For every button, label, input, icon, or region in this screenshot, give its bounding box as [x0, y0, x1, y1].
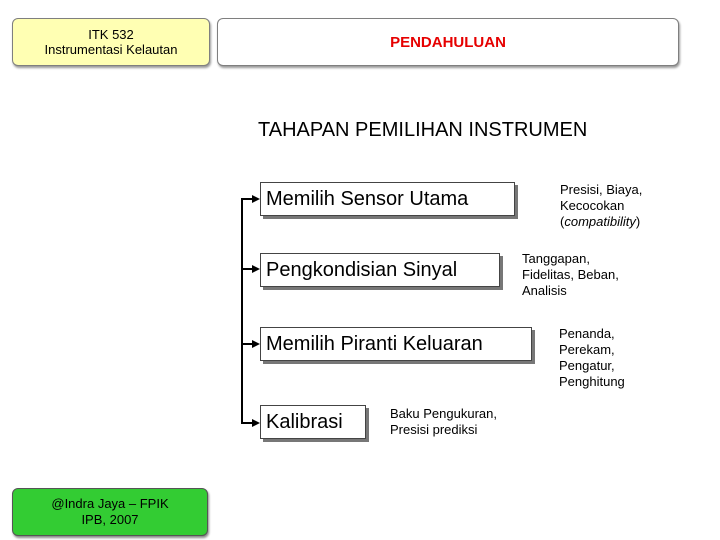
- credit-box: [12, 488, 208, 536]
- note-line: Fidelitas, Beban,: [522, 267, 619, 282]
- step-note-output: [559, 326, 625, 390]
- arrow-3-icon: [252, 340, 260, 348]
- step-box-sensor: [260, 182, 515, 216]
- note-line: Pengatur,: [559, 358, 615, 373]
- credit-line: @Indra Jaya – FPIK: [51, 496, 169, 511]
- step-box-output: [260, 327, 532, 361]
- note-line: Penanda,: [559, 326, 615, 341]
- arrow-1-icon: [252, 195, 260, 203]
- note-line: Tanggapan,: [522, 251, 590, 266]
- course-label-box: [12, 18, 210, 66]
- course-code: ITK 532: [88, 27, 134, 42]
- step-note-sensor: [560, 182, 642, 230]
- arrow-2-icon: [252, 265, 260, 273]
- note-line: Analisis: [522, 283, 567, 298]
- section-title-box: [217, 18, 679, 66]
- credit-line: IPB, 2007: [81, 512, 139, 527]
- note-line: Presisi, Biaya,: [560, 182, 643, 197]
- slide-title: TAHAPAN PEMILIHAN INSTRUMEN: [258, 119, 588, 141]
- note-line: Baku Pengukuran,: [390, 406, 497, 421]
- course-name: Instrumentasi Kelautan: [44, 42, 178, 57]
- step-label: Memilih Piranti Keluaran: [266, 333, 483, 355]
- connector-trunk: [241, 198, 243, 424]
- note-line: Penghitung: [559, 374, 625, 389]
- step-box-calibration: [260, 405, 366, 439]
- section-title: PENDAHULUAN: [390, 33, 506, 51]
- step-label: Kalibrasi: [266, 411, 343, 433]
- note-line: (compatibility): [560, 214, 641, 229]
- step-box-signal: [260, 253, 500, 287]
- arrow-4-icon: [252, 419, 260, 427]
- note-line: Presisi prediksi: [390, 422, 478, 437]
- note-line: Perekam,: [559, 342, 615, 357]
- step-note-signal: [522, 251, 619, 299]
- note-line: Kecocokan: [560, 198, 625, 213]
- step-note-calibration: [390, 406, 497, 438]
- step-label: Memilih Sensor Utama: [266, 188, 469, 210]
- step-label: Pengkondisian Sinyal: [266, 259, 458, 281]
